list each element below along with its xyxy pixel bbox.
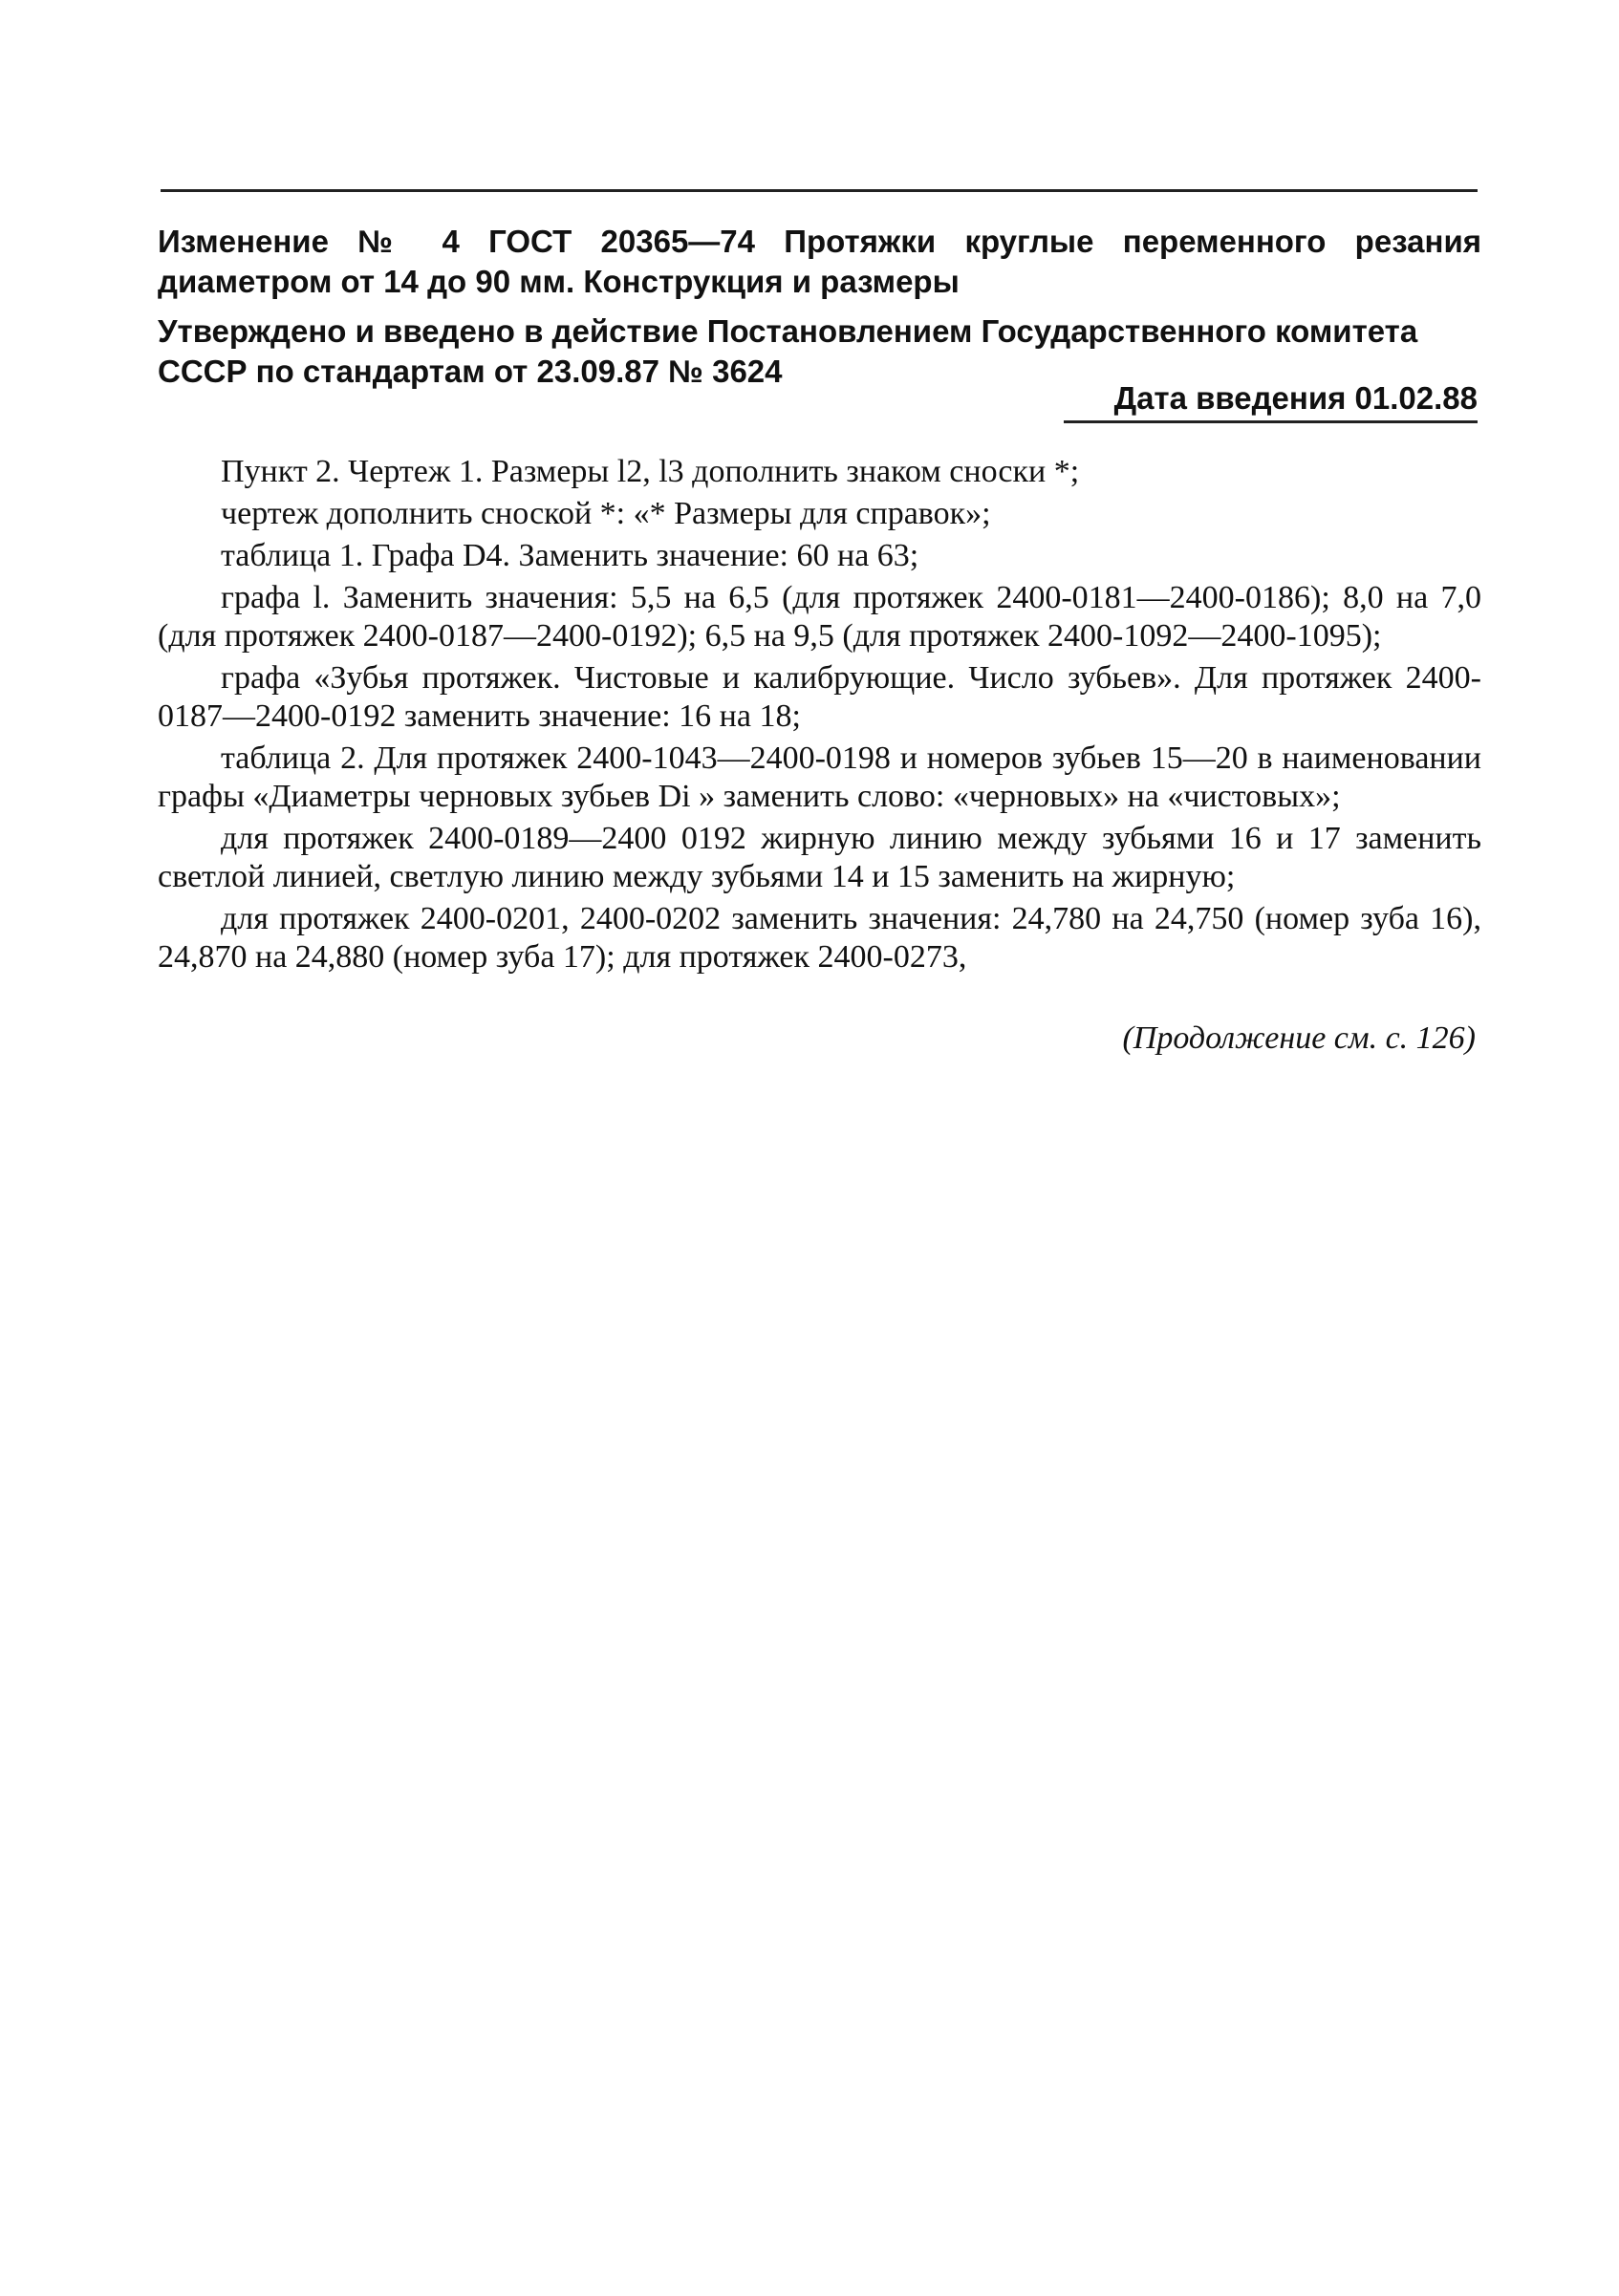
document-body	[158, 453, 1481, 980]
paragraph: графа «Зубья протяжек. Чистовые и калибрующие. Число зубьев». Для протяжек 2400-0187—2400-0192 заменить значение: 16 на 18;	[158, 660, 1481, 734]
continuation-note: (Продолжение см. с. 126)	[1122, 1020, 1476, 1056]
document-title: Изменение № 4 ГОСТ 20365—74 Протяжки круглые переменного резания диаметром от 14 до 90 мм. Конструкция и размеры	[158, 224, 1481, 299]
approval-statement: Утверждено и введено в действие Постановлением Государственного комитета СССР по стандартам от 23.09.87 № 3624	[158, 313, 1418, 389]
paragraph: Пункт 2. Чертеж 1. Размеры l2, l3 дополнить знаком сноски *;	[221, 454, 1080, 489]
top-rule	[161, 189, 1478, 192]
paragraph: чертеж дополнить сноской *: «* Размеры для справок»;	[221, 496, 991, 531]
paragraph: графа l. Заменить значения: 5,5 на 6,5 (для протяжек 2400-0181—2400-0186); 8,0 на 7,0 (для протяжек 2400-0187—2400-0192); 6,5 на 9,5 (для протяжек 2400-1092—2400-1095);	[158, 580, 1481, 654]
paragraph: для протяжек 2400-0189—2400 0192 жирную линию между зубьями 16 и 17 заменить светлой линией, светлую линию между зубьями 14 и 15 заменить на жирную;	[158, 821, 1481, 894]
paragraph: таблица 2. Для протяжек 2400-1043—2400-0198 и номеров зубьев 15—20 в наименовании графы «Диаметры черновых зубьев Di » заменить слово: «черновых» на «чистовых»;	[158, 740, 1481, 814]
paragraph: таблица 1. Графа D4. Заменить значение: 60 на 63;	[221, 538, 919, 573]
date-underline	[1064, 420, 1478, 423]
paragraph: для протяжек 2400-0201, 2400-0202 заменить значения: 24,780 на 24,750 (номер зуба 16), 24,870 на 24,880 (номер зуба 17); для протяжек 2400-0273,	[158, 901, 1481, 975]
effective-date: Дата введения 01.02.88	[1113, 380, 1478, 416]
